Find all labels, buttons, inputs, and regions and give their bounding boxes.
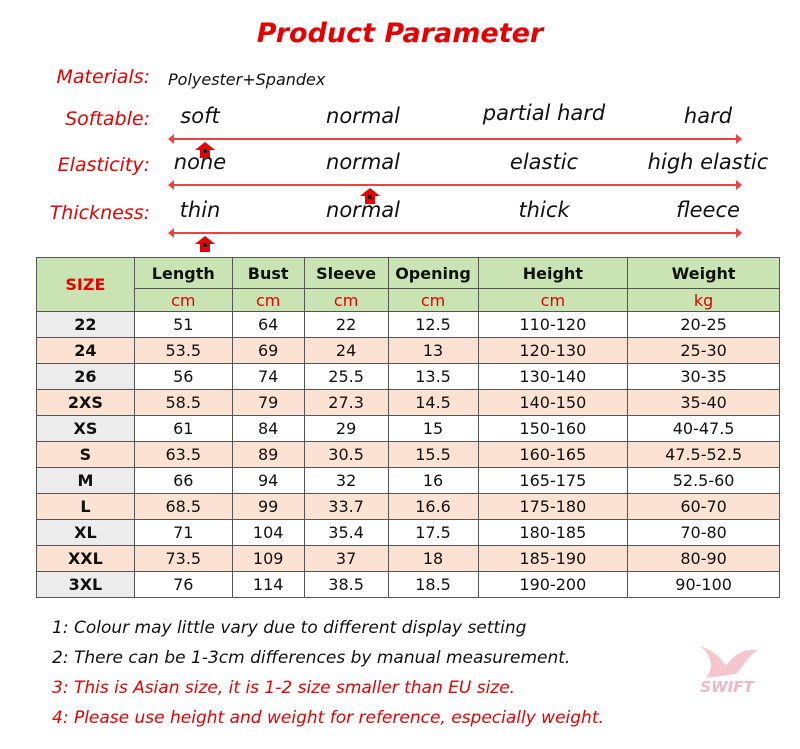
- size-table: [36, 257, 780, 598]
- value-cell: 74: [232, 364, 304, 390]
- size-cell: M: [37, 468, 135, 494]
- value-cell: 79: [232, 390, 304, 416]
- header-height: Height: [478, 258, 628, 289]
- table-row: [37, 416, 780, 442]
- header-bust: Bust: [232, 258, 304, 289]
- value-cell: 53.5: [134, 338, 232, 364]
- size-cell: 22: [37, 312, 135, 338]
- table-row: [37, 520, 780, 546]
- value-cell: 38.5: [304, 572, 388, 598]
- value-cell: 63.5: [134, 442, 232, 468]
- note: 1: Colour may little vary due to different display setting: [52, 618, 527, 638]
- value-cell: 66: [134, 468, 232, 494]
- unit-cell: cm: [134, 289, 232, 312]
- value-cell: 104: [232, 520, 304, 546]
- value-cell: 29: [304, 416, 388, 442]
- scale-option: normal: [326, 104, 400, 128]
- header-size: SIZE: [37, 258, 135, 312]
- scale-option: none: [173, 150, 227, 174]
- value-cell: 76: [134, 572, 232, 598]
- value-cell: 68.5: [134, 494, 232, 520]
- value-cell: 89: [232, 442, 304, 468]
- scale-label: Softable:: [65, 108, 150, 130]
- unit-cell: cm: [478, 289, 628, 312]
- header-sleeve: Sleeve: [304, 258, 388, 289]
- header-opening: Opening: [388, 258, 478, 289]
- value-cell: 120-130: [478, 338, 628, 364]
- note: 2: There can be 1-3cm differences by manual measurement.: [52, 648, 571, 668]
- materials-label: Materials:: [56, 66, 150, 88]
- size-cell: 2XS: [37, 390, 135, 416]
- scale-option: thin: [179, 198, 221, 222]
- value-cell: 17.5: [388, 520, 478, 546]
- header-length: Length: [134, 258, 232, 289]
- value-cell: 40-47.5: [628, 416, 780, 442]
- value-cell: 37: [304, 546, 388, 572]
- size-cell: S: [37, 442, 135, 468]
- value-cell: 58.5: [134, 390, 232, 416]
- size-cell: 3XL: [37, 572, 135, 598]
- value-cell: 109: [232, 546, 304, 572]
- value-cell: 130-140: [478, 364, 628, 390]
- size-cell: 26: [37, 364, 135, 390]
- page-title: Product Parameter: [256, 18, 544, 49]
- value-cell: 90-100: [628, 572, 780, 598]
- scale-option: high elastic: [647, 150, 769, 174]
- table-row: [37, 312, 780, 338]
- value-cell: 80-90: [628, 546, 780, 572]
- scale-option: normal: [326, 198, 400, 222]
- value-cell: 35-40: [628, 390, 780, 416]
- value-cell: 22: [304, 312, 388, 338]
- svg-text:SWIFT: SWIFT: [700, 678, 754, 696]
- table-row: [37, 546, 780, 572]
- value-cell: 47.5-52.5: [628, 442, 780, 468]
- value-cell: 30-35: [628, 364, 780, 390]
- value-cell: 61: [134, 416, 232, 442]
- unit-cell: cm: [232, 289, 304, 312]
- value-cell: 35.4: [304, 520, 388, 546]
- table-row: [37, 364, 780, 390]
- value-cell: 14.5: [388, 390, 478, 416]
- value-cell: 52.5-60: [628, 468, 780, 494]
- value-cell: 18: [388, 546, 478, 572]
- unit-cell: kg: [628, 289, 780, 312]
- table-row: [37, 572, 780, 598]
- value-cell: 180-185: [478, 520, 628, 546]
- scale-option: fleece: [676, 198, 740, 222]
- unit-cell: cm: [388, 289, 478, 312]
- table-row: [37, 390, 780, 416]
- note: 4: Please use height and weight for reference, especially weight.: [52, 708, 604, 728]
- materials-value: Polyester+Spandex: [168, 70, 326, 89]
- value-cell: 25.5: [304, 364, 388, 390]
- swift-logo: [692, 638, 762, 708]
- value-cell: 140-150: [478, 390, 628, 416]
- value-cell: 16: [388, 468, 478, 494]
- value-cell: 12.5: [388, 312, 478, 338]
- value-cell: 60-70: [628, 494, 780, 520]
- size-cell: 24: [37, 338, 135, 364]
- table-row: [37, 338, 780, 364]
- value-cell: 25-30: [628, 338, 780, 364]
- value-cell: 30.5: [304, 442, 388, 468]
- value-cell: 56: [134, 364, 232, 390]
- value-cell: 32: [304, 468, 388, 494]
- value-cell: 33.7: [304, 494, 388, 520]
- value-cell: 71: [134, 520, 232, 546]
- scale-option: hard: [683, 104, 733, 128]
- value-cell: 15.5: [388, 442, 478, 468]
- value-cell: 13.5: [388, 364, 478, 390]
- unit-cell: cm: [304, 289, 388, 312]
- value-cell: 69: [232, 338, 304, 364]
- table-row: [37, 468, 780, 494]
- scale-label: Elasticity:: [57, 154, 150, 176]
- value-cell: 99: [232, 494, 304, 520]
- size-cell: XS: [37, 416, 135, 442]
- scale-arrow-line: [172, 138, 738, 140]
- value-cell: 13: [388, 338, 478, 364]
- value-cell: 114: [232, 572, 304, 598]
- value-cell: 150-160: [478, 416, 628, 442]
- value-cell: 64: [232, 312, 304, 338]
- scale-arrow-line: [172, 184, 738, 186]
- scale-option: soft: [180, 104, 220, 128]
- scale-option: elastic: [509, 150, 579, 174]
- scale-option: normal: [326, 150, 400, 174]
- value-cell: 84: [232, 416, 304, 442]
- size-cell: XL: [37, 520, 135, 546]
- note: 3: This is Asian size, it is 1-2 size smaller than EU size.: [52, 678, 516, 698]
- value-cell: 73.5: [134, 546, 232, 572]
- value-cell: 20-25: [628, 312, 780, 338]
- value-cell: 175-180: [478, 494, 628, 520]
- value-cell: 16.6: [388, 494, 478, 520]
- value-cell: 70-80: [628, 520, 780, 546]
- value-cell: 15: [388, 416, 478, 442]
- value-cell: 24: [304, 338, 388, 364]
- value-cell: 185-190: [478, 546, 628, 572]
- value-cell: 110-120: [478, 312, 628, 338]
- value-cell: 27.3: [304, 390, 388, 416]
- scale-indicator-arrow-icon: [195, 236, 215, 252]
- value-cell: 165-175: [478, 468, 628, 494]
- value-cell: 190-200: [478, 572, 628, 598]
- scale-option: partial hard: [482, 101, 606, 125]
- scale-arrow-line: [172, 232, 738, 234]
- value-cell: 160-165: [478, 442, 628, 468]
- scale-option: thick: [518, 198, 570, 222]
- table-row: [37, 442, 780, 468]
- value-cell: 18.5: [388, 572, 478, 598]
- table-row: [37, 494, 780, 520]
- scale-label: Thickness:: [49, 202, 150, 224]
- value-cell: 51: [134, 312, 232, 338]
- header-weight: Weight: [628, 258, 780, 289]
- size-cell: L: [37, 494, 135, 520]
- size-cell: XXL: [37, 546, 135, 572]
- value-cell: 94: [232, 468, 304, 494]
